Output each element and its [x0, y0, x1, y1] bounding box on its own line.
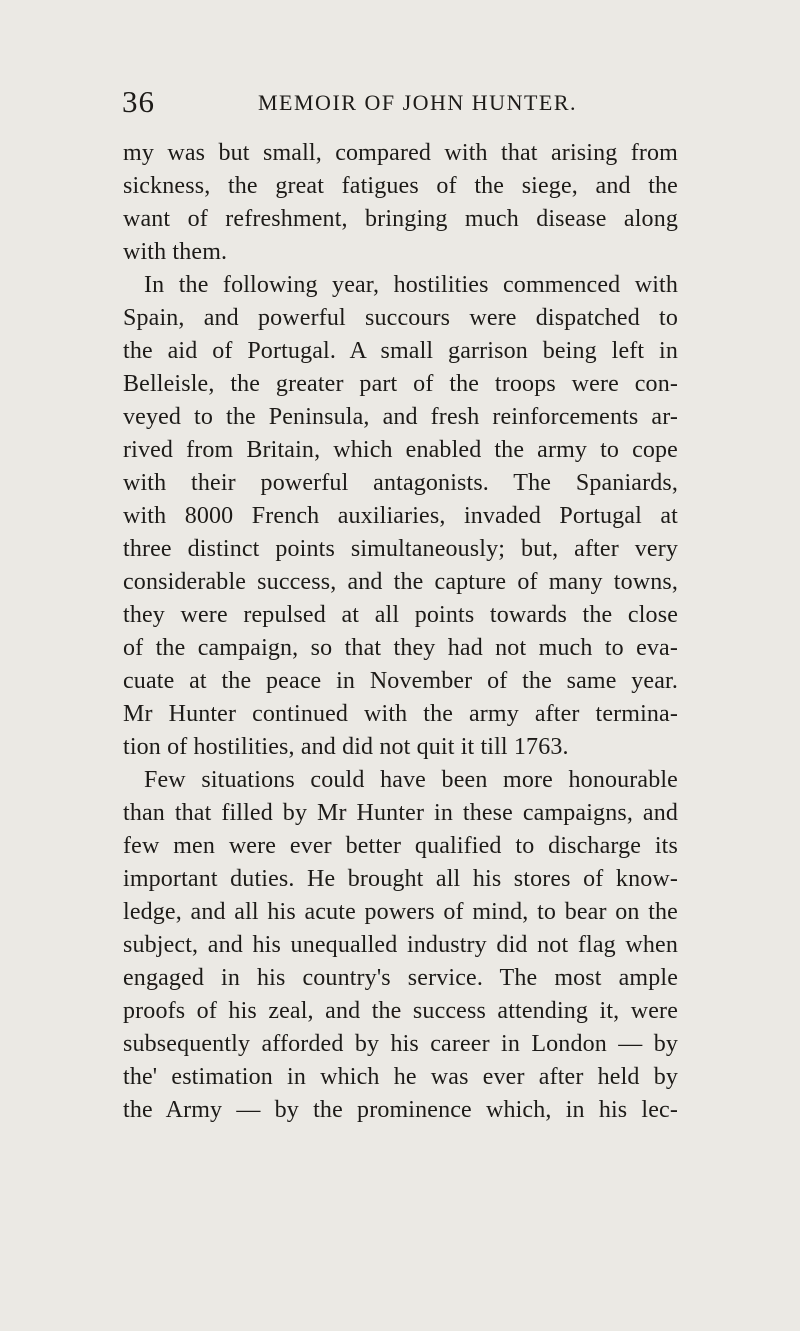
text-line: they were repulsed at all points towards the close [123, 602, 678, 628]
text-line: the' estimation in which he was ever after held by [123, 1064, 678, 1090]
text-line: Spain, and powerful succours were dispatched to [123, 305, 678, 331]
text-line: cuate at the peace in November of the same year. [123, 668, 678, 694]
text-line: than that filled by Mr Hunter in these campaigns, and [123, 800, 678, 826]
text-line: important duties. He brought all his stores of know- [123, 866, 678, 892]
text-line: veyed to the Peninsula, and fresh reinforcements ar- [123, 404, 678, 430]
text-line: three distinct points simultaneously; but, after very [123, 536, 678, 562]
body-text [123, 137, 678, 1127]
text-line: considerable success, and the capture of many towns, [123, 569, 678, 595]
text-line: the Army — by the prominence which, in his lec- [123, 1097, 678, 1123]
text-line: with 8000 French auxiliaries, invaded Portugal at [123, 503, 678, 529]
text-line: engaged in his country's service. The most ample [123, 965, 678, 991]
text-line: few men were ever better qualified to discharge its [123, 833, 678, 859]
text-line: subsequently afforded by his career in London — by [123, 1031, 678, 1057]
text-line: Mr Hunter continued with the army after termina- [123, 701, 678, 727]
text-line: tion of hostilities, and did not quit it till 1763. [123, 734, 569, 760]
text-line: with their powerful antagonists. The Spaniards, [123, 470, 678, 496]
text-line: of the campaign, so that they had not much to eva- [123, 635, 678, 661]
text-line: the aid of Portugal. A small garrison being left in [123, 338, 678, 364]
text-line: want of refreshment, bringing much disease along [123, 206, 678, 232]
running-header [0, 84, 800, 118]
text-line: proofs of his zeal, and the success attending it, were [123, 998, 678, 1024]
text-line: with them. [123, 239, 228, 265]
text-line: sickness, the great fatigues of the siege, and the [123, 173, 678, 199]
text-line: rived from Britain, which enabled the army to cope [123, 437, 678, 463]
text-line: In the following year, hostilities commenced with [144, 272, 678, 298]
page-number: 36 [122, 84, 155, 119]
text-line: my was but small, compared with that arising from [123, 140, 678, 166]
text-line: subject, and his unequalled industry did not flag when [123, 932, 678, 958]
text-line: Belleisle, the greater part of the troops were con- [123, 371, 678, 397]
text-line: Few situations could have been more honourable [144, 767, 678, 793]
text-line: ledge, and all his acute powers of mind, to bear on the [123, 899, 678, 925]
running-title: MEMOIR OF JOHN HUNTER. [258, 90, 578, 115]
